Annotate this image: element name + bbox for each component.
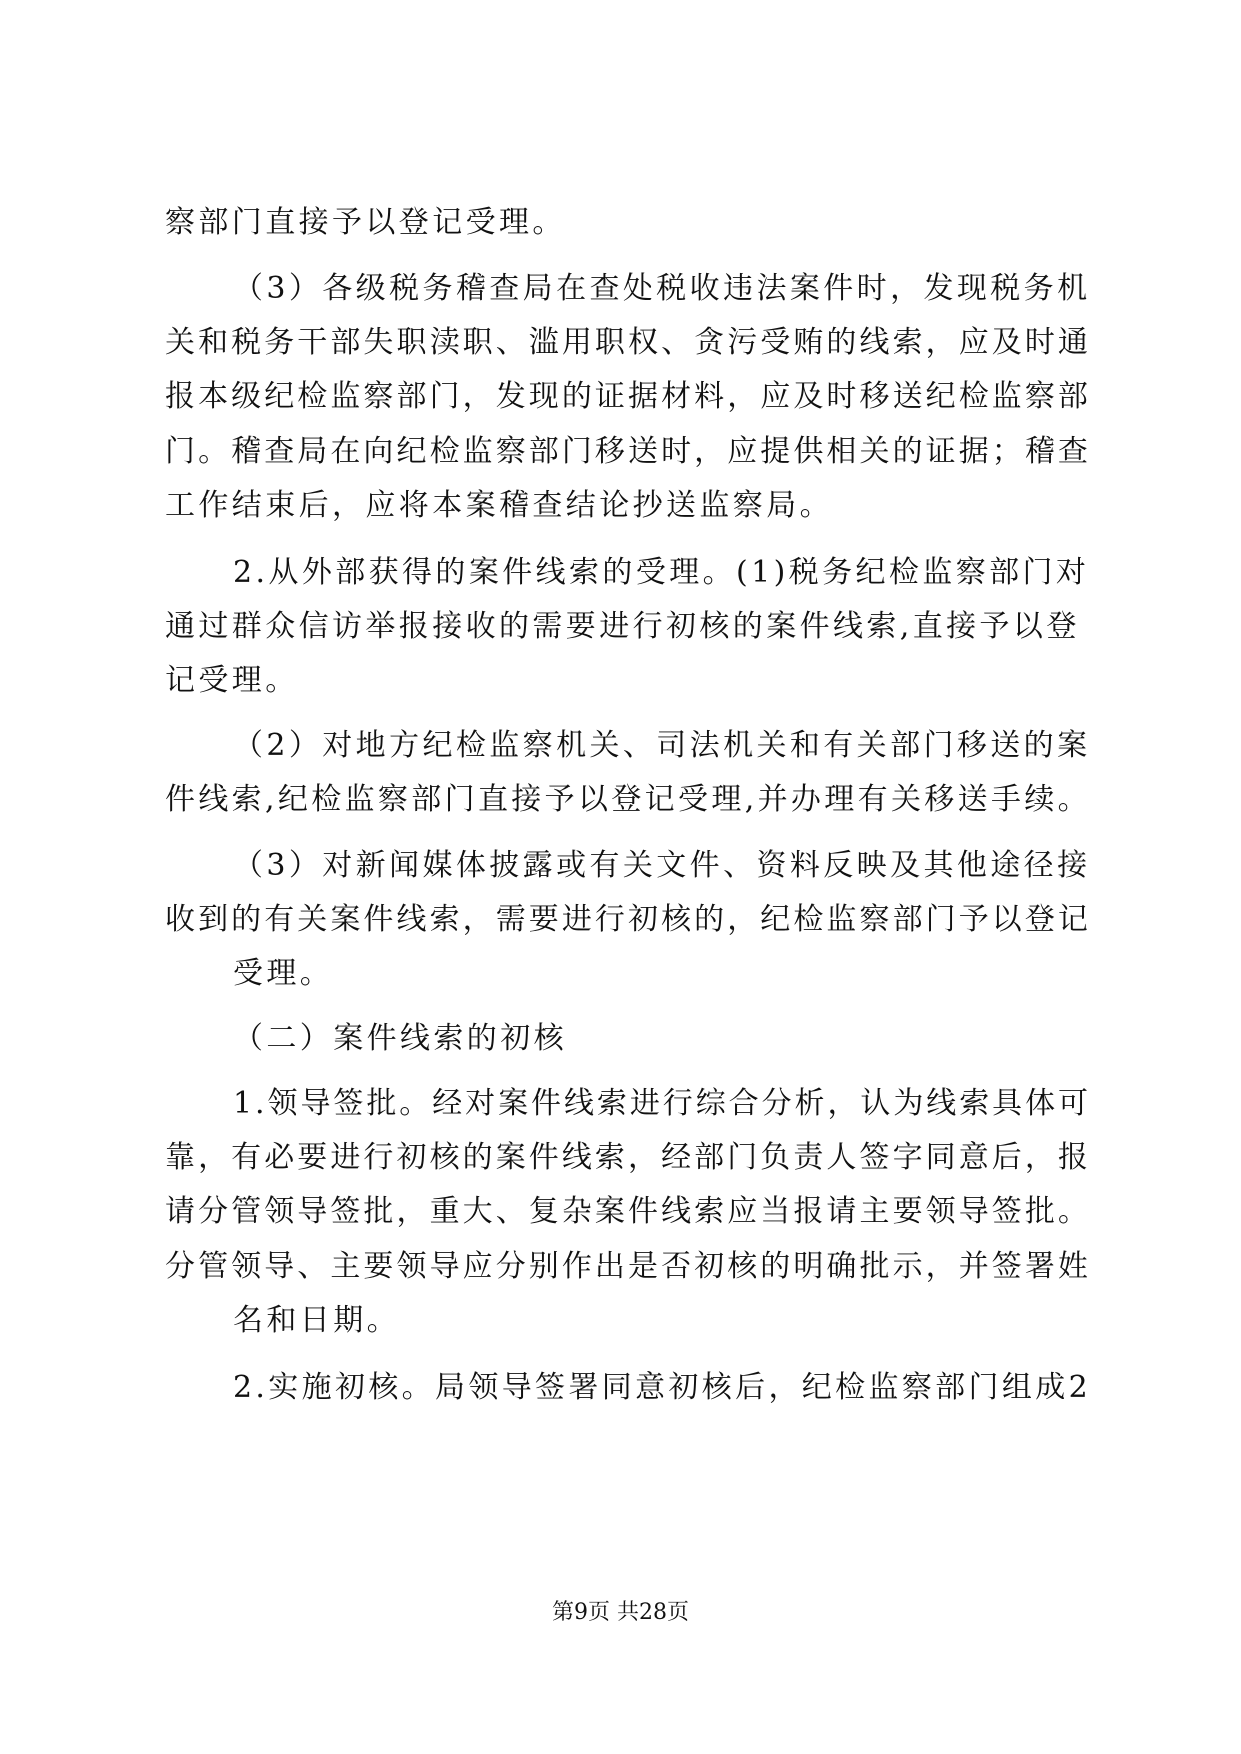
text-line: 门。稽查局在向纪检监察部门移送时，应提供相关的证据；稽查 [165,434,1091,469]
text-line: 关和税务干部失职渎职、滥用职权、贪污受贿的线索，应及时通 [165,325,1091,360]
text-line: 报本级纪检监察部门，发现的证据材料，应及时移送纪检监察部 [165,379,1091,414]
section-heading: （二）案件线索的初核 [233,1021,567,1056]
page-number-footer: 第9页 共28页 [552,1600,689,1625]
text-line: 名和日期。 [233,1303,400,1338]
text-line: （3）对新闻媒体披露或有关文件、资料反映及其他途径接 [233,848,1091,883]
text-line: 受理。 [233,956,334,991]
text-line: 件线索,纪检监察部门直接予以登记受理,并办理有关移送手续。 [165,782,1091,817]
text-line: 靠，有必要进行初核的案件线索，经部门负责人签字同意后，报 [165,1140,1091,1175]
text-line: 请分管领导签批，重大、复杂案件线索应当报请主要领导签批。 [165,1194,1091,1229]
text-line: （3）各级税务稽查局在查处税收违法案件时，发现税务机 [233,271,1091,306]
text-line: 2.实施初核。局领导签署同意初核后，纪检监察部门组成2 [233,1370,1091,1405]
text-line: 2.从外部获得的案件线索的受理。(1)税务纪检监察部门对 [233,555,1090,590]
text-line: 1.领导签批。经对案件线索进行综合分析，认为线索具体可 [233,1086,1091,1121]
text-line: 察部门直接予以登记受理。 [165,205,566,240]
text-line: （2）对地方纪检监察机关、司法机关和有关部门移送的案 [233,728,1091,763]
text-line: 记受理。 [165,663,299,698]
text-line: 分管领导、主要领导应分别作出是否初核的明确批示，并签署姓 [165,1249,1091,1284]
text-line: 工作结束后，应将本案稽查结论抄送监察局。 [165,488,833,523]
text-line: 通过群众信访举报接收的需要进行初核的案件线索,直接予以登 [165,609,1080,644]
text-line: 收到的有关案件线索，需要进行初核的，纪检监察部门予以登记 [165,902,1091,937]
